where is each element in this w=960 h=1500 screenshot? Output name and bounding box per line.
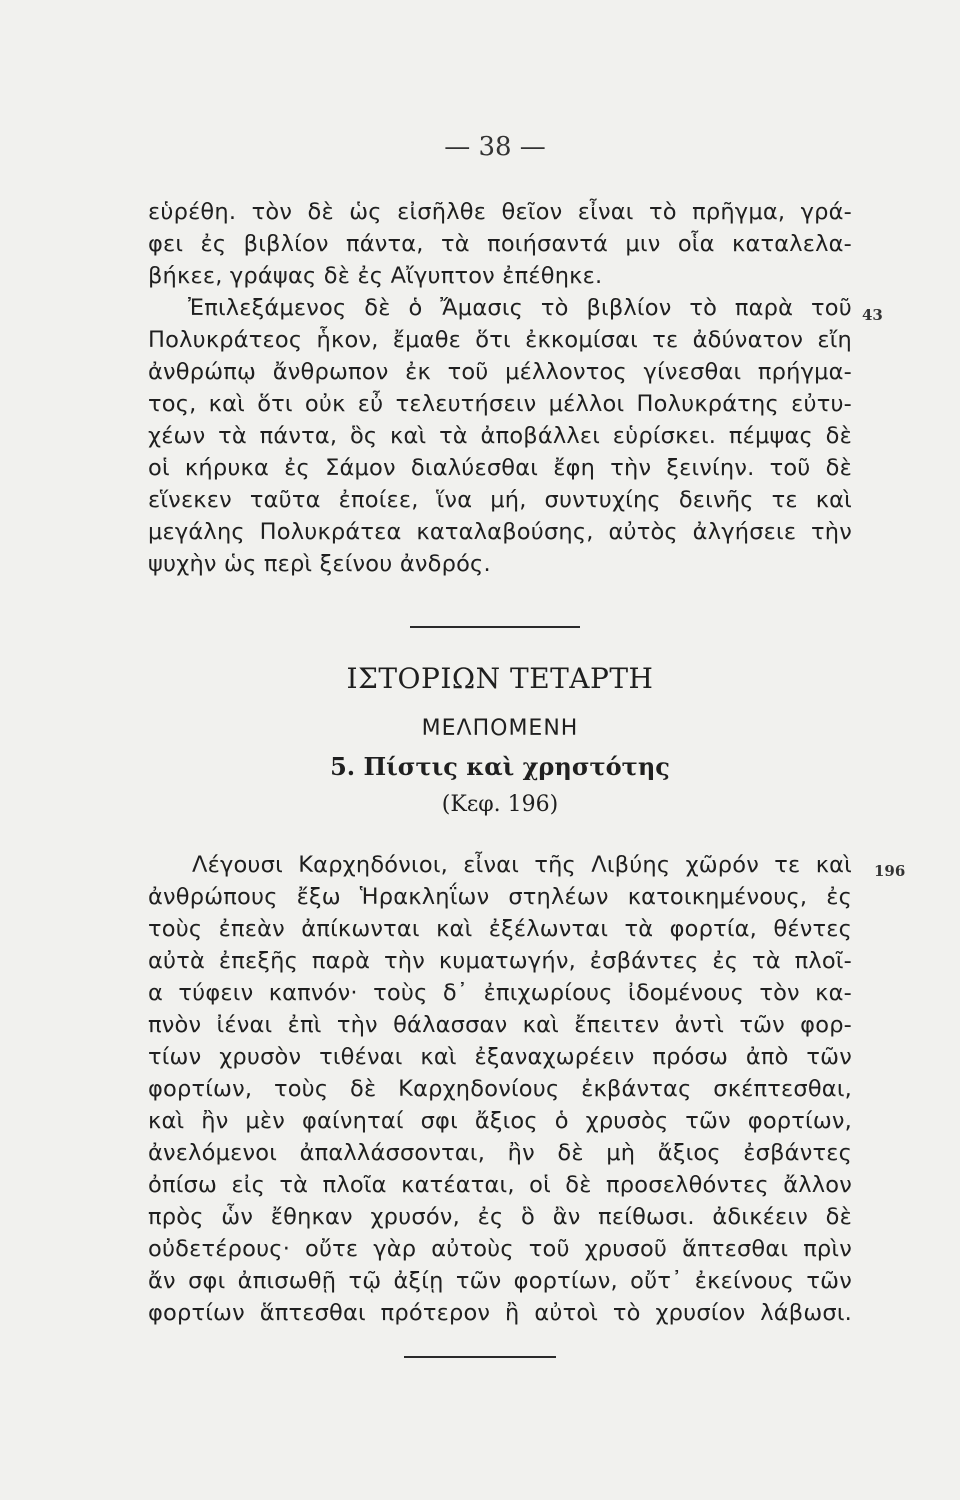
text-line: ἀνθρώπῳ ἄνθρωπον ἐκ τοῦ μέλλοντος γίνεσθαι πρήγμα- (148, 359, 852, 385)
text-line: φει ἐς βιβλίον πάντα, τὰ ποιήσαντά μιν οἷα καταλελα- (148, 231, 852, 257)
text-line: Λέγουσι Καρχηδόνιοι, εἶναι τῆς Λιβύης χῶρόν τε καὶ (192, 852, 852, 878)
text-line: βήκεε, γράψας δὲ ἐς Αἴγυπτον ἐπέθηκε. (148, 263, 603, 289)
text-line: φορτίων ἅπτεσθαι πρότερον ἢ αὐτοὶ τὸ χρυσίον λάβωσι. (148, 1300, 852, 1326)
margin-chapter-number: 196 (874, 862, 906, 880)
text-line: πνὸν ἰέναι ἐπὶ τὴν θάλασσαν καὶ ἔπειτεν ἀντὶ τῶν φορ- (148, 1012, 852, 1038)
text-line: τίων χρυσὸν τιθέναι καὶ ἐξαναχωρέειν πρόσω ἀπὸ τῶν (148, 1044, 852, 1070)
section-divider (410, 626, 580, 628)
chapter-reference: (Κεφ. 196) (441, 792, 559, 817)
text-line: καὶ ἢν μὲν φαίνηταί σφι ἄξιος ὁ χρυσὸς τῶν φορτίων, (148, 1108, 852, 1134)
text-line: ψυχὴν ὡς περὶ ξείνου ἀνδρός. (148, 551, 491, 577)
text-line: εἵνεκεν ταῦτα ἐποίεε, ἵνα μή, συντυχίης δεινῆς τε καὶ (148, 487, 852, 513)
book-title: ΙΣΤΟΡΙΩΝ ΤΕΤΑΡΤΗ (346, 662, 654, 695)
text-line: πρὸς ὧν ἔθηκαν χρυσόν, ἐς ὃ ἂν πείθωσι. ἀδικέειν δὲ (148, 1204, 852, 1230)
text-line: αὐτὰ ἐπεξῆς παρὰ τὴν κυματωγήν, ἐσβάντες ἐς τὰ πλοῖ- (148, 948, 852, 974)
text-line: ὀπίσω εἰς τὰ πλοῖα κατέαται, οἱ δὲ προσελθόντες ἄλλον (148, 1172, 852, 1198)
text-line: χέων τὰ πάντα, ὃς καὶ τὰ ἀποβάλλει εὑρίσκει. πέμψας δὲ (148, 423, 852, 449)
text-line: οὐδετέρους· οὔτε γὰρ αὐτοὺς τοῦ χρυσοῦ ἅπτεσθαι πρὶν (148, 1236, 852, 1262)
page-number: — 38 — (444, 132, 546, 162)
text-line: ἀνελόμενοι ἀπαλλάσσονται, ἢν δὲ μὴ ἄξιος ἐσβάντες (148, 1140, 852, 1166)
text-line: ἀνθρώπους ἔξω Ἡρακληΐων στηλέων κατοικημένους, ἐς (148, 884, 852, 910)
section-title: 5. Πίστις καὶ χρηστότης (330, 752, 670, 781)
text-line: εὑρέθη. τὸν δὲ ὡς εἰσῆλθε θεῖον εἶναι τὸ πρῆγμα, γρά- (148, 199, 852, 225)
margin-chapter-number: 43 (862, 306, 883, 324)
text-line: οἱ κήρυκα ἐς Σάμον διαλύεσθαι ἔφη τὴν ξεινίην. τοῦ δὲ (148, 455, 852, 481)
text-line: Ἐπιλεξάμενος δὲ ὁ Ἄμασις τὸ βιβλίον τὸ παρὰ τοῦ (188, 295, 852, 321)
text-line: τος, καὶ ὅτι οὐκ εὖ τελευτήσειν μέλλοι Πολυκράτης εὐτυ- (148, 391, 852, 417)
book-subtitle: ΜΕΛΠΟΜΕΝΗ (421, 716, 579, 741)
text-line: φορτίων, τοὺς δὲ Καρχηδονίους ἐκβάντας σκέπτεσθαι, (148, 1076, 852, 1102)
text-line: Πολυκράτεος ἧκον, ἔμαθε ὅτι ἐκκομίσαι τε ἀδύνατον εἴη (148, 327, 852, 353)
text-line: τοὺς ἐπεὰν ἀπίκωνται καὶ ἐξέλωνται τὰ φορτία, θέντες (148, 916, 852, 942)
text-line: α τύφειν καπνόν· τοὺς δ᾽ ἐπιχωρίους ἰδομένους τὸν κα- (148, 980, 852, 1006)
text-line: μεγάλης Πολυκράτεα καταλαβούσης, αὐτὸς ἀλγήσειε τὴν (148, 519, 852, 545)
text-line: ἄν σφι ἀπισωθῇ τῷ ἀξίῃ τῶν φορτίων, οὔτ᾽ ἐκείνους τῶν (148, 1268, 852, 1294)
end-divider (404, 1356, 556, 1358)
